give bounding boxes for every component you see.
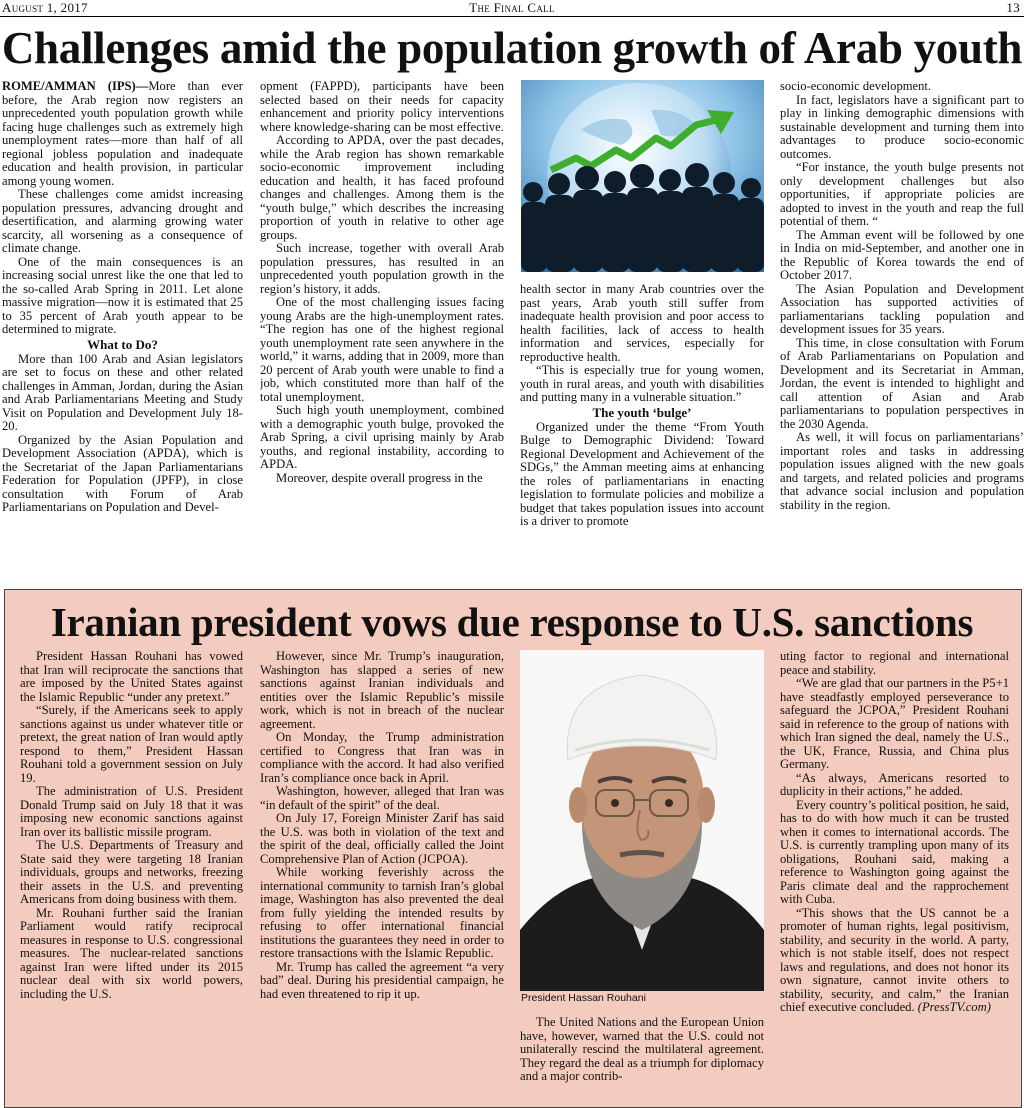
article1-paragraph: In fact, legislators have a significant part to play in linking demographic dimensions with sustainable development and turning them into advantages to produce socio-economic outcomes. bbox=[780, 92, 1024, 161]
article1-paragraph: Such high youth unemployment, combined with a demographic youth bulge, provoked the Arab Spring, a civil uprising mainly by Arab youths, and regional instability, according to APDA. bbox=[260, 403, 504, 471]
youth-growth-illustration bbox=[521, 80, 764, 272]
article2-paragraph: President Hassan Rouhani has vowed that Iran will reciprocate the sanctions that are imposed by the United States against the Islamic Republic “under any pretext.” bbox=[20, 650, 243, 704]
article2-paragraph: The United Nations and the European Union have, however, warned that the U.S. could not unilaterally rescind the multilateral agreement. They regard the deal as a triumph for diplomacy and a major contrib- bbox=[520, 1016, 764, 1083]
article1-subhead: What to Do? bbox=[87, 336, 158, 352]
article2-column-3 bbox=[520, 1016, 764, 1096]
article1-paragraph: The Amman event will be followed by one in India on mid-September, and another one in the Republic of Korea towards the end of October 2017. bbox=[780, 227, 1024, 282]
article1-paragraph: As well, it will focus on parliamentarians’ important roles and tasks in addressing population issues aligned with the new goals and targets, and related policies and programs that advance social inclusion and population stability in the region. bbox=[780, 430, 1024, 512]
article2-paragraph: The U.S. Departments of Treasury and State said they were targeting 18 Iranian individuals, groups and networks, freezing their assets in the U.S. and preventing Americans from doing business with them. bbox=[20, 838, 243, 906]
article1-paragraph: “For instance, the youth bulge presents not only development challenges but also opportunities, if appropriate policies are adopted to invest in the youth and reap the full potential of them. “ bbox=[780, 160, 1024, 228]
rouhani-portrait bbox=[520, 650, 764, 991]
page-header bbox=[0, 0, 1024, 17]
article2-headline: Iranian president vows due response to U.S. sanctions bbox=[50, 599, 974, 645]
article2-column-1 bbox=[20, 650, 243, 1096]
page-number: 13 bbox=[1006, 0, 1020, 15]
article1-paragraph: More than 100 Arab and Asian legislators are set to focus on these and other related challenges in Amman, Jordan, during the Asian and Arab Parliamentarians Meeting and Study Visit on Population and Development July 18-20. bbox=[2, 351, 243, 433]
article1-column-2 bbox=[260, 80, 504, 572]
article1-paragraph: One of the most challenging issues facing young Arabs are the high-unemployment rates. “The region has one of the highest regional youth unemployment rate seen anywhere in the world,” it warns, adding that in 2009, more than 20 percent of Arab youth were unable to find a job, which constituted more than half of the total unemployment. bbox=[260, 295, 504, 404]
article1-paragraph: Organized under the theme “From Youth Bulge to Demographic Dividend: Toward Regional Development and Achievement of the SDGs,” the Amman meeting aims at enhancing the roles of parliamentarians in enacting legislation to formulate policies and mobilize a budget that takes population issues into account is a driver to promote bbox=[520, 419, 764, 528]
article2-paragraph: Mr. Rouhani further said the Iranian Parliament would ratify reciprocal measures in response to U.S. congressional measures. The nuclear-related sanctions against Iran were lifted under its 2015 nuclear deal with six world powers, including the U.S. bbox=[20, 905, 243, 1001]
article1-paragraph: This time, in close consultation with Forum of Arab Parliamentarians on Population and Development and its Secretariat in Amman, Jordan, the event is intended to highlight and call attention of Asian and Arab parliamentarians to population perspectives in the 2030 Agenda. bbox=[780, 335, 1024, 431]
article1-paragraph: According to APDA, over the past decades, while the Arab region has shown remarkable socio-economic improvement including education and health, it has faced profound changes and challenges. Among them is the “youth bulge,” which describes the increasing proportion of youth in relative to other age groups. bbox=[260, 133, 504, 242]
article1-paragraph: One of the main consequences is an increasing social unrest like the one that led to the so-called Arab Spring in 2011. Let alone massive migration—now it is estimated that 25 to 35 percent of Arab youth appear to be determined to migrate. bbox=[2, 254, 243, 336]
article1-paragraph: health sector in many Arab countries over the past years, Arab youth still suffer from inadequate health provision and poor access to health facilities, lack of access to health information and services, especially for reproductive health. bbox=[520, 283, 764, 364]
article2-paragraph: On Monday, the Trump administration certified to Congress that Iran was in compliance with the accord. It had also verified Iran’s compliance once back in April. bbox=[260, 730, 504, 785]
article1-paragraph: Such increase, together with overall Arab population pressures, has resulted in an unprecedented youth population growth in the region’s history, it adds. bbox=[260, 241, 504, 296]
article2-paragraph: Every country’s political position, he said, has to do with how much it can be trusted when it comes to international accords. The U.S. is currently trampling upon many of its obligations, Rouhani said, making a reference to Washington going against the Paris climate deal and the rapprochement with Cuba. bbox=[780, 797, 1009, 906]
article1-paragraph: The Asian Population and Development Association has supported activities of parliamentarians tackling population and development issues for 35 years. bbox=[780, 281, 1024, 336]
article2-paragraph: Washington, however, alleged that Iran was “in default of the spirit” of the deal. bbox=[260, 784, 504, 812]
newspaper-name: The Final Call bbox=[469, 0, 555, 15]
globe-crowd-graphic bbox=[521, 80, 764, 272]
article1-paragraph: ROME/AMMAN (IPS)—More than ever before, the Arab region now registers an unprecedented youth population growth while facing huge challenges such as extremely high unemployment rates—more than half of all regional jobless population and inadequate education and health provision, in particular among young women. bbox=[2, 80, 243, 188]
article1-paragraph: Moreover, despite overall progress in the bbox=[276, 470, 483, 485]
article2-paragraph: “This shows that the US cannot be a promoter of human rights, legal positivism, stability, and security in the world. A party, which is not stable itself, does not respect laws and regulations, and does not honor its own signature, cannot invite others to stability, security, and calm,” the Iranian chief executive concluded. (PressTV.com) bbox=[780, 905, 1009, 1014]
article2-paragraph: “We are glad that our partners in the P5+1 have steadfastly employed perseverance to safeguard the JCPOA,” President Rouhani said in reference to the group of nations with which Iran signed the deal, namely the U.S., the UK, France, Russia, and China plus Germany. bbox=[780, 676, 1009, 771]
article2-paragraph: While working feverishly across the international community to tarnish Iran’s global image, Washington has also prevented the deal from fully yielding the intended results by refusing to offer international financial institutions the guarantees they need in order to restore transactions with the Islamic Republic. bbox=[260, 865, 504, 960]
article1-subhead: The youth ‘bulge’ bbox=[592, 404, 692, 420]
article2-paragraph: Mr. Trump has called the agreement “a very bad” deal. During his presidential campaign, he had even threatened to rip it up. bbox=[260, 959, 504, 1001]
article1-headline: Challenges amid the population growth of Arab youth bbox=[1, 23, 1023, 73]
article2-paragraph: “Surely, if the Americans seek to apply sanctions against us under whatever title or pretext, the great nation of Iran would aptly respond to them,” President Hassan Rouhani told a government session on July 19. bbox=[20, 703, 243, 785]
photo-caption: President Hassan Rouhani bbox=[521, 992, 646, 1004]
article1-paragraph: “This is especially true for young women, youth in rural areas, and youth with disabilities and putting many in a vulnerable situation.” bbox=[520, 363, 764, 404]
source-credit: (PressTV.com) bbox=[917, 1000, 991, 1014]
article2-paragraph: On July 17, Foreign Minister Zarif has said the U.S. was both in violation of the text and the spirit of the deal, officially called the Joint Comprehensive Plan of Action (JCPOA). bbox=[260, 811, 504, 866]
portrait-graphic bbox=[520, 650, 764, 991]
dateline: ROME/AMMAN (IPS)— bbox=[2, 80, 149, 93]
article2-paragraph: However, since Mr. Trump’s inauguration, Washington has slapped a series of new sanctions against Iranian individuals and entities over the Islamic Republic’s missile work, which is not in breach of the nuclear agreement. bbox=[260, 650, 504, 731]
article1-column-4 bbox=[780, 80, 1024, 572]
article2-column-4 bbox=[780, 650, 1009, 1096]
article1-column-1 bbox=[2, 80, 243, 570]
article1-paragraph: socio-economic development. bbox=[780, 80, 932, 93]
article1-column-3 bbox=[520, 283, 764, 573]
article2-paragraph: “As always, Americans resorted to duplicity in their actions,” he added. bbox=[780, 770, 1009, 798]
article1-paragraph: These challenges come amidst increasing population pressures, advancing drought and desertification, and alarming growing water scarcity, all worsening as a consequence of climate change. bbox=[2, 187, 243, 255]
article2-paragraph: The administration of U.S. President Donald Trump said on July 18 that it was imposing new economic sanctions against Iran over its ballistic missile program. bbox=[20, 784, 243, 839]
article1-paragraph: opment (FAPPD), participants have been selected based on their needs for capacity enhancement and priority policy interventions where knowledge-sharing can be most effective. bbox=[260, 80, 504, 134]
article1-paragraph: Organized by the Asian Population and Development Association (APDA), which is the Secretariat of the Japan Parliamentarians Federation for Population (JPFP), in close consultation with Forum of Arab Parliamentarians on Population and Devel- bbox=[2, 432, 243, 514]
issue-date: August 1, 2017 bbox=[2, 0, 88, 15]
article2-paragraph: uting factor to regional and international peace and stability. bbox=[780, 650, 1009, 677]
article2-column-2 bbox=[260, 650, 504, 1096]
